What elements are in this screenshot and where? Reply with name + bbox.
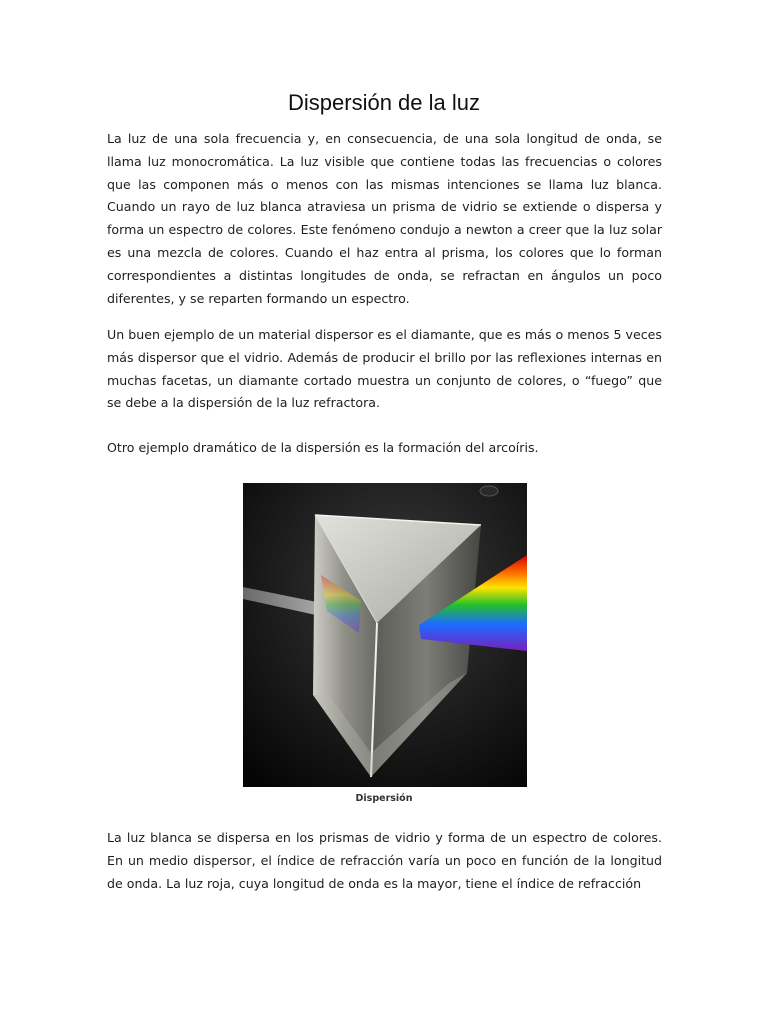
- paragraph-monochromatic: La luz de una sola frecuencia y, en consecuencia, de una sola longitud de onda, se llama luz monocromática. La luz visible que contiene todas las frecuencias o colores que las componen más o menos con las mismas intenciones se llama luz blanca. Cuando un rayo de luz blanca atraviesa un prisma de vidrio se extiende o dispersa y forma un espectro de colores. Este fenómeno condujo a newton a creer que la luz solar es una mezcla de colores. Cuando el haz entra al prisma, los colores que lo forman correspondientes a distintas longitudes de onda, se refractan en ángulos un poco diferentes, y se reparten formando un espectro.: [107, 131, 662, 306]
- prism-illustration: [243, 483, 527, 787]
- paragraph-diamond: Un buen ejemplo de un material dispersor es el diamante, que es más o menos 5 veces más dispersor que el vidrio. Además de producir el brillo por las reflexiones internas en muchas facetas, un diamante cortado muestra un conjunto de colores, o “fuego” que se debe a la dispersión de la luz refractora.: [107, 327, 662, 411]
- paragraph-rainbow: Otro ejemplo dramático de la dispersión es la formación del arcoíris.: [107, 440, 539, 455]
- prism-photo: [243, 483, 527, 787]
- paragraph-refraction-index: La luz blanca se dispersa en los prismas de vidrio y forma de un espectro de colores. En un medio dispersor, el índice de refracción varía un poco en función de la longitud de onda. La luz roja, cuya longitud de onda es la mayor, tiene el índice de refracción: [107, 830, 662, 891]
- page-title: Dispersión de la luz: [288, 90, 480, 115]
- figure-caption: Dispersión: [355, 793, 413, 804]
